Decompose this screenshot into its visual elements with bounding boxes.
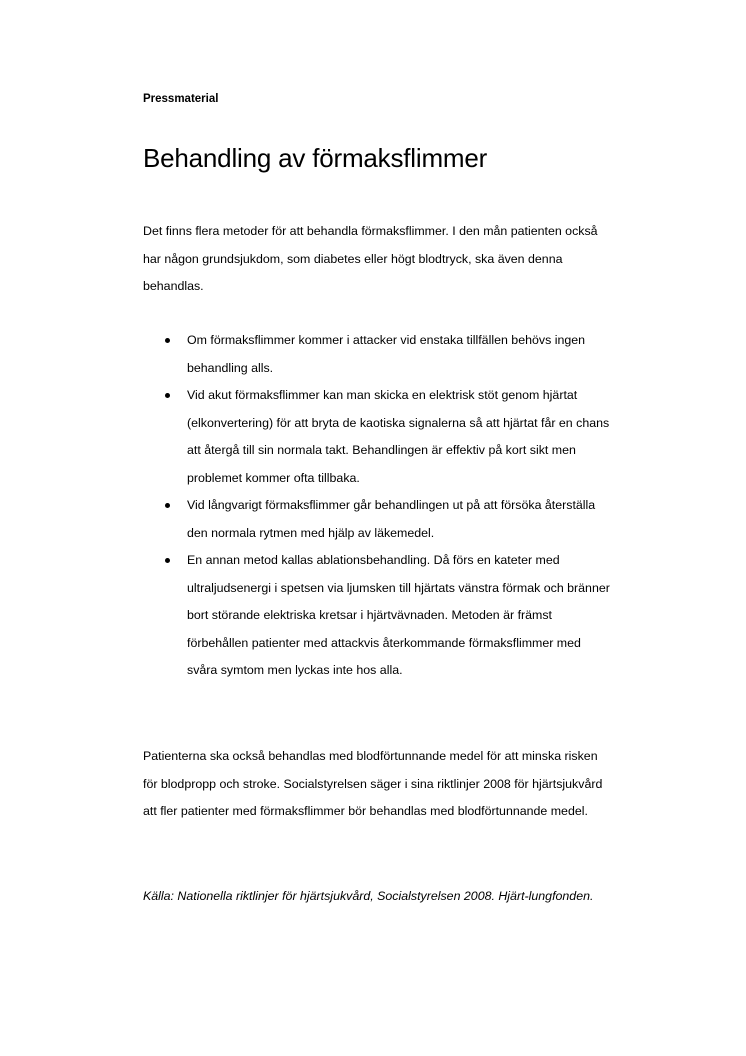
source-citation: Källa: Nationella riktlinjer för hjärtsjukvård, Socialstyrelsen 2008. Hjärt-lungfonden. (143, 889, 594, 903)
list-item (187, 327, 613, 382)
list-item-text: En annan metod kallas ablationsbehandling. Då förs en kateter med ultraljudsenergi i spetsen via ljumsken till hjärtats vänstra förmak och bränner bort störande elektriska kretsar i hjärtvävnaden. Metoden är främst förbehållen patienter med attackvis återkommande förmaksflimmer med svåra symtom men lyckas inte hos alla. (187, 553, 610, 677)
closing-paragraph: Patienterna ska också behandlas med blodförtunnande medel för att minska risken för blodpropp och stroke. Socialstyrelsen säger i sina riktlinjer 2008 för hjärtsjukvård att fler patienter med förmaksflimmer bör behandlas med blodförtunnande medel. (143, 749, 603, 818)
list-item-text: Om förmaksflimmer kommer i attacker vid enstaka tillfällen behövs ingen behandling alls. (187, 333, 586, 375)
intro-paragraph: Det finns flera metoder för att behandla förmaksflimmer. I den mån patienten också har någon grundsjukdom, som diabetes eller högt blodtryck, ska även denna behandlas. (143, 224, 598, 293)
list-item-text: Vid akut förmaksflimmer kan man skicka en elektrisk stöt genom hjärtat (elkonvertering) för att bryta de kaotiska signalerna så att hjärtat får en chans att återgå till sin normala takt. Behandlingen är effektiv på kort sikt men problemet kommer ofta tillbaka. (187, 388, 610, 485)
bullet-icon (165, 338, 170, 343)
list-item (187, 547, 613, 685)
bullet-icon (165, 558, 170, 563)
document-label: Pressmaterial (143, 93, 219, 105)
document-title: Behandling av förmaksflimmer (143, 143, 488, 173)
bullet-icon (165, 393, 170, 398)
treatment-list (187, 327, 613, 685)
list-item (187, 382, 613, 492)
list-item (187, 492, 613, 547)
list-item-text: Vid långvarigt förmaksflimmer går behandlingen ut på att försöka återställa den normala rytmen med hjälp av läkemedel. (187, 498, 596, 540)
bullet-icon (165, 503, 170, 508)
